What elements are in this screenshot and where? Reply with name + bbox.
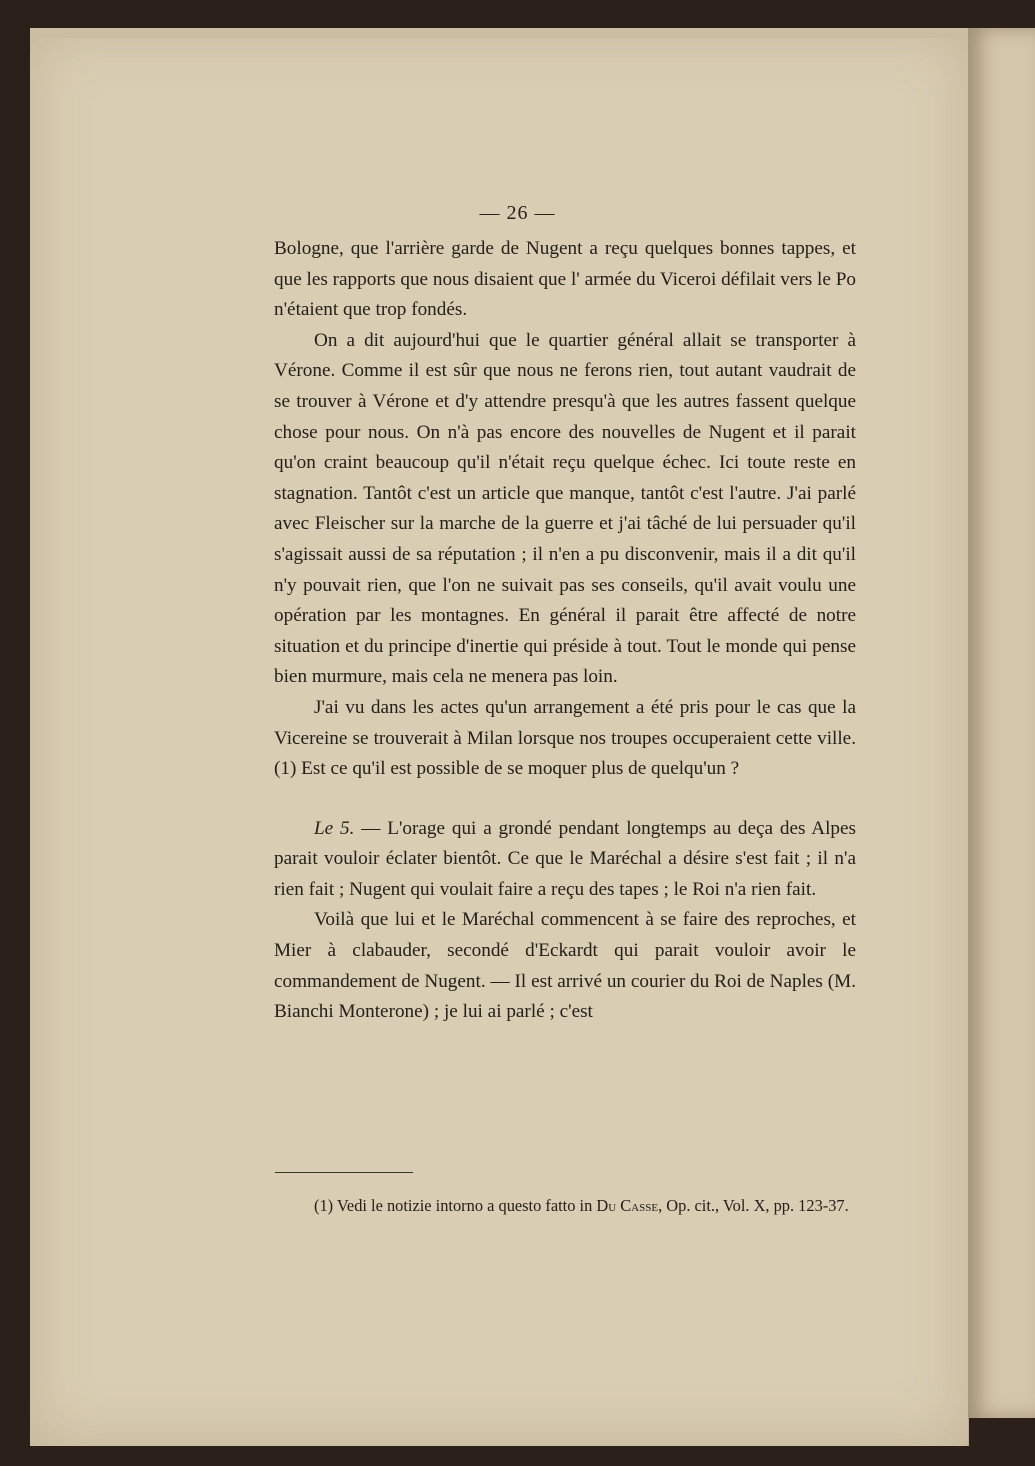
footnote-author: Du Casse: [596, 1196, 659, 1215]
footnote-after: , Op. cit., Vol. X, pp. 123-37.: [658, 1196, 849, 1215]
footnote-before: (1) Vedi le notizie intorno a questo fatto in: [314, 1196, 597, 1215]
paragraph-3: J'ai vu dans les actes qu'un arrangement a été pris pour le cas que la Vicereine se trouverait à Milan lorsque nos troupes occuperaient cette ville. (1) Est ce qu'il est possible de se moquer plus de quelqu'un ?: [274, 696, 856, 780]
paragraph-1: Bologne, que l'arrière garde de Nugent a reçu quelques bonnes tappes, et que les rapports que nous disaient que l' armée du Viceroi défilait vers le Po n'étaient que trop fondés.: [274, 238, 856, 321]
diary-entry-paragraph: [274, 814, 856, 906]
entry-date: Le 5.: [314, 817, 355, 839]
paragraph-2: On a dit aujourd'hui que le quartier général allait se transporter à Vérone. Comme il est sûr que nous ne ferons rien, tout autant vaudrait de se trouver à Vérone et d'y attendre presqu'à que les autres fassent quelque chose pour nous. On n'à pas encore des nouvelles de Nugent et il parait qu'on craint beaucoup qu'il n'était reçu quelque échec. Ici toute reste en stagnation. Tantôt c'est un article que manque, tantôt c'est l'autre. J'ai parlé avec Fleischer sur la marche de la guerre et j'ai tâché de lui persuader qu'il s'agissait aussi de sa réputation ; il n'en a pu disconvenir, mais il a dit qu'il n'y pouvait rien, que l'on ne suivait pas ses conseils, qu'il avait voulu une opération par les montagnes. En général il parait être affecté de notre situation et du principe d'inertie qui préside à tout. Tout le monde qui pense bien murmure, mais cela ne menera pas loin.: [274, 329, 856, 688]
footnote: [274, 1191, 856, 1220]
page-top-edge: [30, 28, 968, 38]
paragraph-closing: Voilà que lui et le Maréchal commencent à se faire des reproches, et Mier à clabauder, secondé d'Eckardt qui parait vouloir avoir le commandement de Nugent. — Il est arrivé un courier du Roi de Naples (M. Bianchi Monterone) ; je lui ai parlé ; c'est: [274, 909, 856, 1023]
adjacent-page-edge: [968, 28, 1035, 1418]
page-number: — 26 —: [479, 202, 556, 224]
entry-text: — L'orage qui a grondé pendant longtemps au deça des Alpes parait vouloir éclater bientôt. Ce que le Maréchal a désire s'est fait ; il n'a rien fait ; Nugent qui voulait faire a reçu des tapes ; le Roi n'a rien fait.: [274, 817, 856, 900]
main-text: [274, 234, 856, 1028]
footnote-text: [274, 1191, 856, 1220]
footnote-separator: [275, 1172, 413, 1173]
